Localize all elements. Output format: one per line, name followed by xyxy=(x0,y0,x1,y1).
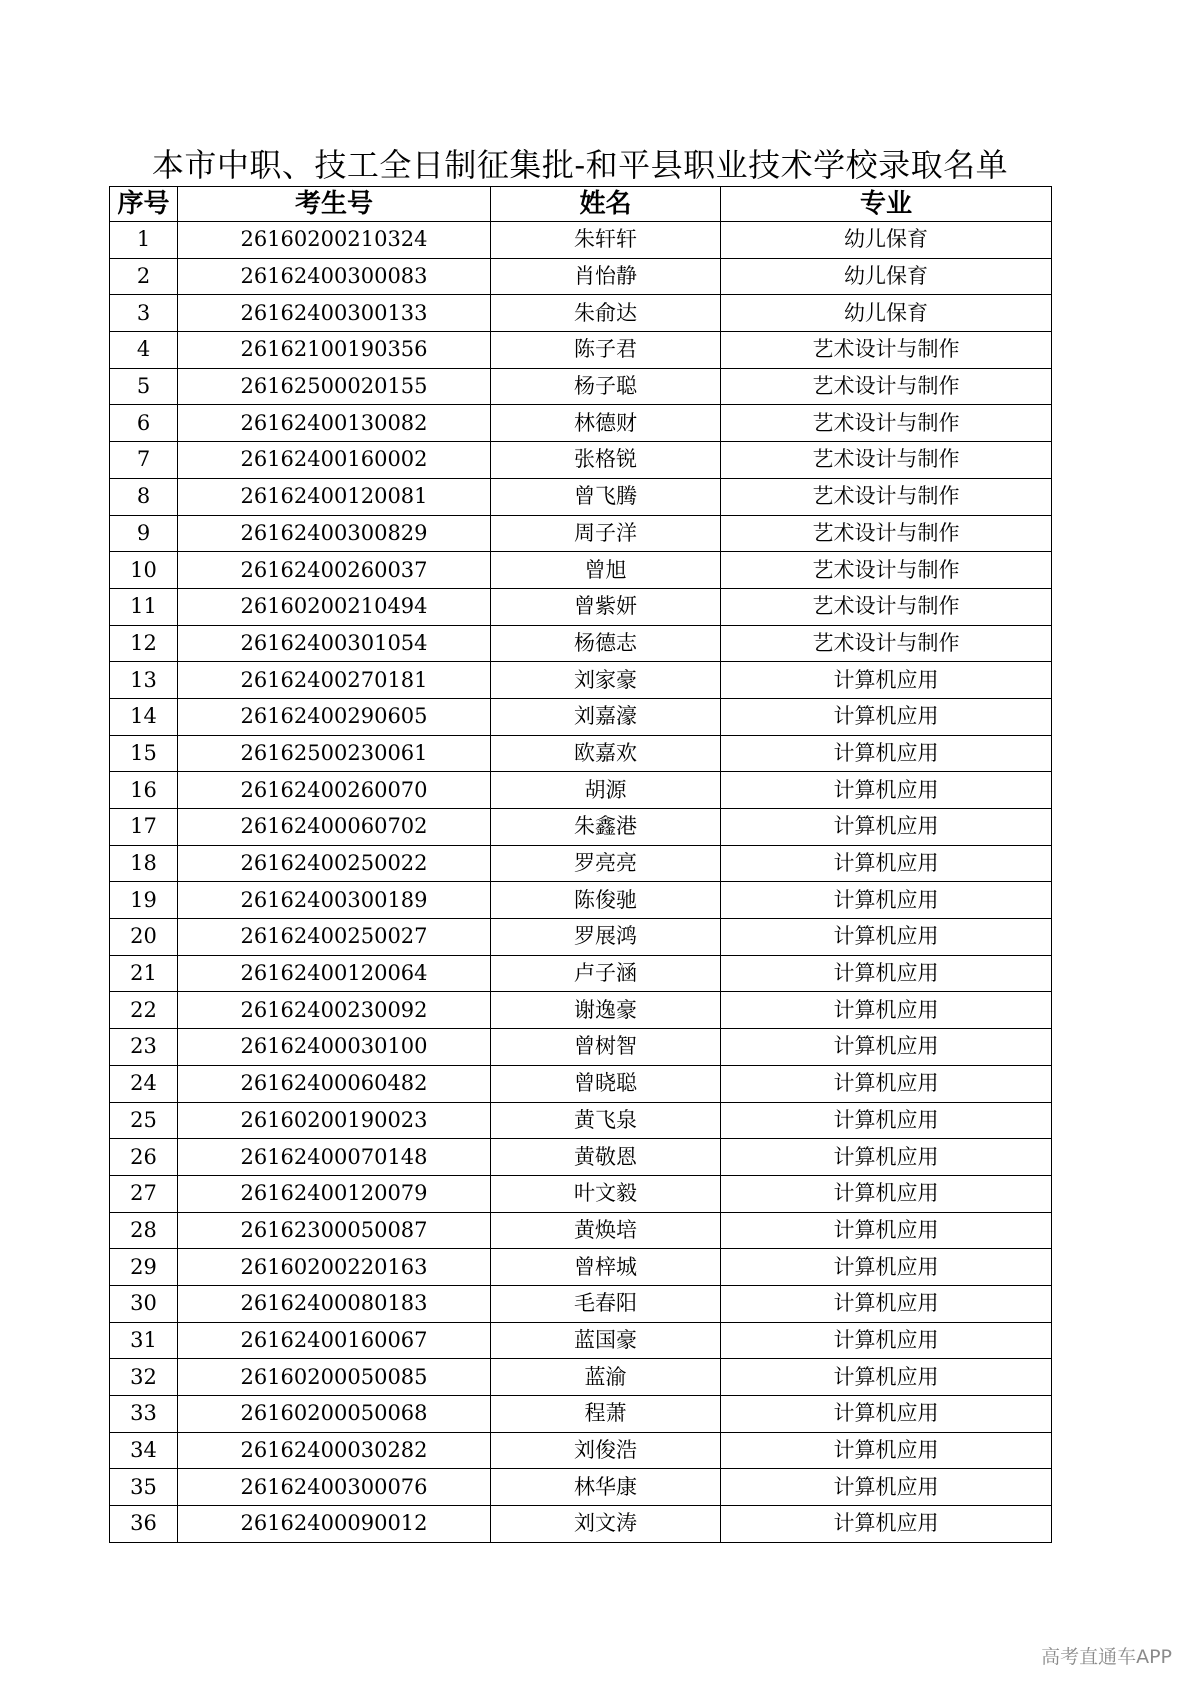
cell-name: 曾旭 xyxy=(491,552,721,589)
cell-number: 1 xyxy=(110,222,178,259)
table-row xyxy=(110,735,1052,772)
cell-exam-id: 26162400300189 xyxy=(178,882,491,919)
column-header-number: 序号 xyxy=(110,187,178,222)
cell-exam-id: 26162400260070 xyxy=(178,772,491,809)
cell-number: 16 xyxy=(110,772,178,809)
column-header-name: 姓名 xyxy=(491,187,721,222)
cell-number: 36 xyxy=(110,1506,178,1543)
table-row xyxy=(110,1396,1052,1433)
table-row xyxy=(110,368,1052,405)
cell-name: 罗展鸿 xyxy=(491,919,721,956)
cell-number: 30 xyxy=(110,1285,178,1322)
cell-number: 17 xyxy=(110,809,178,846)
table-row xyxy=(110,882,1052,919)
cell-name: 朱鑫港 xyxy=(491,809,721,846)
table-row xyxy=(110,1249,1052,1286)
cell-exam-id: 26162500020155 xyxy=(178,368,491,405)
cell-name: 杨子聪 xyxy=(491,368,721,405)
cell-number: 11 xyxy=(110,588,178,625)
cell-major: 计算机应用 xyxy=(721,1285,1052,1322)
cell-major: 计算机应用 xyxy=(721,1469,1052,1506)
cell-exam-id: 26162400130082 xyxy=(178,405,491,442)
cell-number: 6 xyxy=(110,405,178,442)
cell-major: 计算机应用 xyxy=(721,772,1052,809)
table-row xyxy=(110,662,1052,699)
cell-number: 21 xyxy=(110,955,178,992)
cell-exam-id: 26162400070148 xyxy=(178,1139,491,1176)
admission-table xyxy=(109,186,1052,1543)
cell-number: 35 xyxy=(110,1469,178,1506)
cell-exam-id: 26162100190356 xyxy=(178,332,491,369)
cell-exam-id: 26160200050068 xyxy=(178,1396,491,1433)
cell-number: 31 xyxy=(110,1322,178,1359)
table-body xyxy=(110,222,1052,1543)
cell-exam-id: 26160200190023 xyxy=(178,1102,491,1139)
cell-exam-id: 26160200220163 xyxy=(178,1249,491,1286)
cell-exam-id: 26162400300133 xyxy=(178,295,491,332)
cell-exam-id: 26160200210324 xyxy=(178,222,491,259)
cell-major: 计算机应用 xyxy=(721,992,1052,1029)
cell-major: 艺术设计与制作 xyxy=(721,332,1052,369)
table-row xyxy=(110,772,1052,809)
table-row xyxy=(110,478,1052,515)
cell-name: 朱俞达 xyxy=(491,295,721,332)
table-row xyxy=(110,332,1052,369)
cell-name: 胡源 xyxy=(491,772,721,809)
cell-number: 3 xyxy=(110,295,178,332)
table-row xyxy=(110,1212,1052,1249)
cell-name: 黄焕培 xyxy=(491,1212,721,1249)
cell-name: 刘文涛 xyxy=(491,1506,721,1543)
cell-name: 杨德志 xyxy=(491,625,721,662)
cell-major: 幼儿保育 xyxy=(721,295,1052,332)
cell-exam-id: 26162400090012 xyxy=(178,1506,491,1543)
cell-exam-id: 26160200050085 xyxy=(178,1359,491,1396)
table-row xyxy=(110,1065,1052,1102)
table-row xyxy=(110,1285,1052,1322)
table-row xyxy=(110,588,1052,625)
cell-name: 曾飞腾 xyxy=(491,478,721,515)
cell-exam-id: 26162400230092 xyxy=(178,992,491,1029)
table-row xyxy=(110,1469,1052,1506)
cell-number: 7 xyxy=(110,442,178,479)
cell-major: 计算机应用 xyxy=(721,662,1052,699)
table-row xyxy=(110,552,1052,589)
table-row xyxy=(110,222,1052,259)
cell-major: 计算机应用 xyxy=(721,1249,1052,1286)
cell-major: 计算机应用 xyxy=(721,1065,1052,1102)
cell-number: 13 xyxy=(110,662,178,699)
cell-major: 计算机应用 xyxy=(721,1212,1052,1249)
cell-major: 计算机应用 xyxy=(721,919,1052,956)
cell-number: 20 xyxy=(110,919,178,956)
cell-number: 19 xyxy=(110,882,178,919)
cell-name: 黄飞泉 xyxy=(491,1102,721,1139)
cell-major: 计算机应用 xyxy=(721,1396,1052,1433)
page-title: 本市中职、技工全日制征集批-和平县职业技术学校录取名单 xyxy=(151,146,1009,184)
cell-number: 25 xyxy=(110,1102,178,1139)
table-row xyxy=(110,845,1052,882)
table-row xyxy=(110,955,1052,992)
cell-name: 卢子涵 xyxy=(491,955,721,992)
cell-name: 陈子君 xyxy=(491,332,721,369)
cell-major: 艺术设计与制作 xyxy=(721,478,1052,515)
cell-major: 计算机应用 xyxy=(721,845,1052,882)
cell-name: 叶文毅 xyxy=(491,1175,721,1212)
cell-number: 10 xyxy=(110,552,178,589)
cell-major: 计算机应用 xyxy=(721,735,1052,772)
cell-number: 22 xyxy=(110,992,178,1029)
cell-number: 26 xyxy=(110,1139,178,1176)
cell-exam-id: 26162400160067 xyxy=(178,1322,491,1359)
table-row xyxy=(110,258,1052,295)
table-row xyxy=(110,1506,1052,1543)
cell-name: 黄敬恩 xyxy=(491,1139,721,1176)
cell-major: 计算机应用 xyxy=(721,1322,1052,1359)
table-row xyxy=(110,992,1052,1029)
cell-name: 曾树智 xyxy=(491,1029,721,1066)
cell-number: 33 xyxy=(110,1396,178,1433)
cell-exam-id: 26162300050087 xyxy=(178,1212,491,1249)
table-row xyxy=(110,625,1052,662)
cell-name: 欧嘉欢 xyxy=(491,735,721,772)
cell-major: 艺术设计与制作 xyxy=(721,588,1052,625)
cell-number: 29 xyxy=(110,1249,178,1286)
cell-number: 34 xyxy=(110,1432,178,1469)
cell-major: 计算机应用 xyxy=(721,1102,1052,1139)
cell-name: 毛春阳 xyxy=(491,1285,721,1322)
cell-name: 朱轩轩 xyxy=(491,222,721,259)
cell-name: 曾晓聪 xyxy=(491,1065,721,1102)
cell-number: 18 xyxy=(110,845,178,882)
cell-number: 15 xyxy=(110,735,178,772)
cell-number: 14 xyxy=(110,698,178,735)
cell-name: 刘俊浩 xyxy=(491,1432,721,1469)
cell-major: 幼儿保育 xyxy=(721,222,1052,259)
cell-major: 艺术设计与制作 xyxy=(721,552,1052,589)
cell-exam-id: 26162400250027 xyxy=(178,919,491,956)
table-row xyxy=(110,1322,1052,1359)
cell-major: 幼儿保育 xyxy=(721,258,1052,295)
cell-number: 9 xyxy=(110,515,178,552)
table-row xyxy=(110,1139,1052,1176)
cell-number: 24 xyxy=(110,1065,178,1102)
cell-exam-id: 26162400060482 xyxy=(178,1065,491,1102)
cell-name: 罗亮亮 xyxy=(491,845,721,882)
cell-number: 8 xyxy=(110,478,178,515)
cell-major: 计算机应用 xyxy=(721,809,1052,846)
table-row xyxy=(110,1359,1052,1396)
cell-major: 计算机应用 xyxy=(721,955,1052,992)
cell-number: 32 xyxy=(110,1359,178,1396)
cell-exam-id: 26162400120079 xyxy=(178,1175,491,1212)
cell-exam-id: 26160200210494 xyxy=(178,588,491,625)
cell-exam-id: 26162400300083 xyxy=(178,258,491,295)
cell-exam-id: 26162400160002 xyxy=(178,442,491,479)
cell-exam-id: 26162400290605 xyxy=(178,698,491,735)
cell-name: 林德财 xyxy=(491,405,721,442)
cell-exam-id: 26162400260037 xyxy=(178,552,491,589)
cell-major: 计算机应用 xyxy=(721,882,1052,919)
cell-name: 谢逸豪 xyxy=(491,992,721,1029)
cell-major: 计算机应用 xyxy=(721,1175,1052,1212)
table-header-row xyxy=(110,187,1052,222)
cell-exam-id: 26162400060702 xyxy=(178,809,491,846)
cell-name: 刘嘉濠 xyxy=(491,698,721,735)
cell-exam-id: 26162400120081 xyxy=(178,478,491,515)
cell-major: 计算机应用 xyxy=(721,1359,1052,1396)
table-row xyxy=(110,1029,1052,1066)
cell-major: 计算机应用 xyxy=(721,1432,1052,1469)
cell-major: 艺术设计与制作 xyxy=(721,405,1052,442)
cell-major: 计算机应用 xyxy=(721,1029,1052,1066)
cell-name: 肖怡静 xyxy=(491,258,721,295)
cell-name: 曾紫妍 xyxy=(491,588,721,625)
cell-major: 计算机应用 xyxy=(721,1506,1052,1543)
cell-exam-id: 26162400300076 xyxy=(178,1469,491,1506)
cell-name: 程萧 xyxy=(491,1396,721,1433)
cell-number: 4 xyxy=(110,332,178,369)
table-row xyxy=(110,442,1052,479)
column-header-major: 专业 xyxy=(721,187,1052,222)
cell-name: 周子洋 xyxy=(491,515,721,552)
cell-exam-id: 26162400120064 xyxy=(178,955,491,992)
watermark: 高考直通车APP xyxy=(1041,1646,1172,1668)
cell-exam-id: 26162400301054 xyxy=(178,625,491,662)
table-row xyxy=(110,295,1052,332)
table-row xyxy=(110,405,1052,442)
column-header-exam-id: 考生号 xyxy=(178,187,491,222)
cell-number: 2 xyxy=(110,258,178,295)
cell-major: 艺术设计与制作 xyxy=(721,368,1052,405)
cell-number: 27 xyxy=(110,1175,178,1212)
cell-exam-id: 26162400080183 xyxy=(178,1285,491,1322)
table-row xyxy=(110,1102,1052,1139)
cell-number: 5 xyxy=(110,368,178,405)
cell-major: 计算机应用 xyxy=(721,1139,1052,1176)
cell-major: 艺术设计与制作 xyxy=(721,515,1052,552)
cell-exam-id: 26162500230061 xyxy=(178,735,491,772)
cell-exam-id: 26162400030100 xyxy=(178,1029,491,1066)
cell-name: 陈俊驰 xyxy=(491,882,721,919)
cell-number: 12 xyxy=(110,625,178,662)
cell-exam-id: 26162400030282 xyxy=(178,1432,491,1469)
cell-number: 23 xyxy=(110,1029,178,1066)
cell-major: 艺术设计与制作 xyxy=(721,442,1052,479)
cell-name: 张格锐 xyxy=(491,442,721,479)
cell-exam-id: 26162400270181 xyxy=(178,662,491,699)
cell-number: 28 xyxy=(110,1212,178,1249)
table-row xyxy=(110,919,1052,956)
cell-exam-id: 26162400250022 xyxy=(178,845,491,882)
table-row xyxy=(110,1432,1052,1469)
cell-name: 刘家豪 xyxy=(491,662,721,699)
table-row xyxy=(110,515,1052,552)
table-row xyxy=(110,809,1052,846)
cell-name: 曾梓城 xyxy=(491,1249,721,1286)
table-row xyxy=(110,1175,1052,1212)
cell-name: 蓝渝 xyxy=(491,1359,721,1396)
cell-name: 蓝国豪 xyxy=(491,1322,721,1359)
cell-exam-id: 26162400300829 xyxy=(178,515,491,552)
cell-major: 艺术设计与制作 xyxy=(721,625,1052,662)
cell-major: 计算机应用 xyxy=(721,698,1052,735)
cell-name: 林华康 xyxy=(491,1469,721,1506)
table-row xyxy=(110,698,1052,735)
